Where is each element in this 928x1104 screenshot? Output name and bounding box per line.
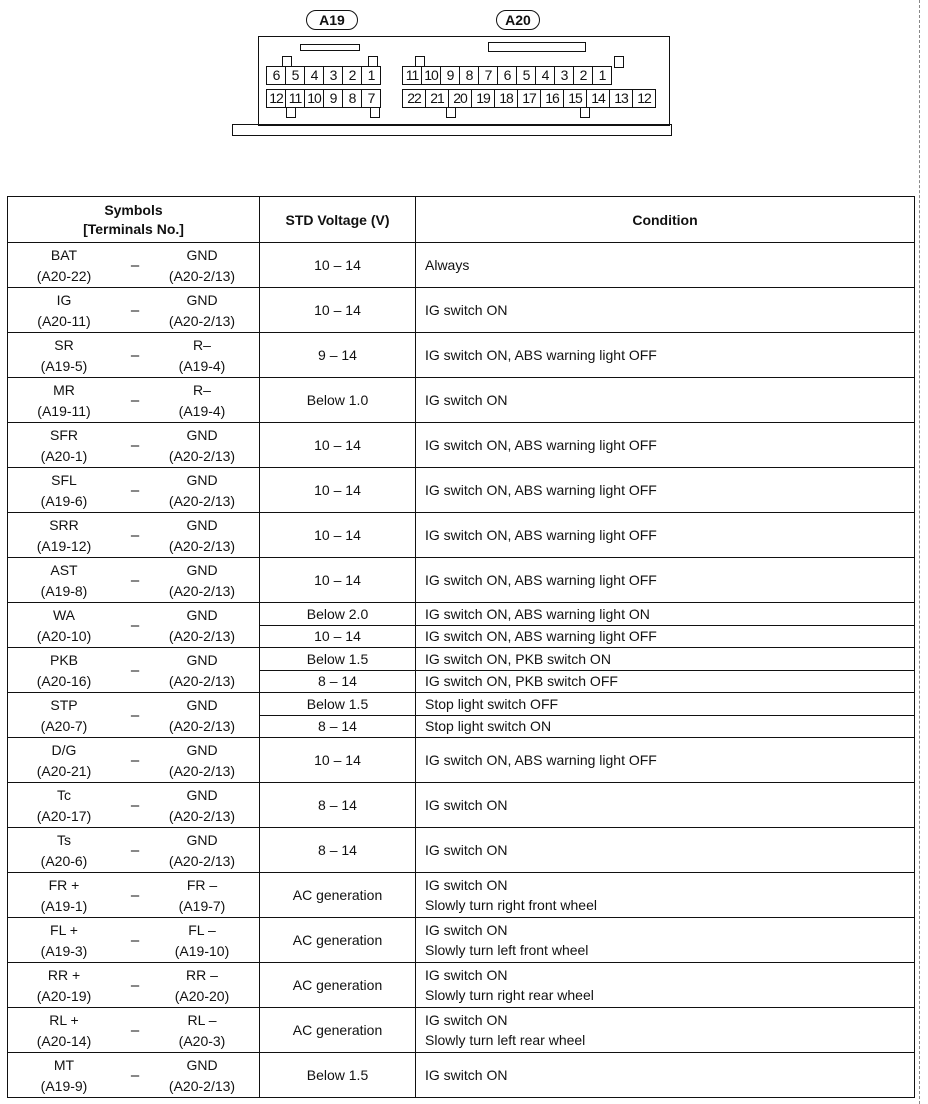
latch-a20-top [488, 42, 586, 52]
terminal-number: (A19-9) [40, 1077, 88, 1094]
symbol-pair [8, 559, 259, 601]
table-row [8, 558, 915, 603]
voltage-cell: Below 1.0 [260, 378, 416, 423]
a19-top-pins [266, 66, 380, 85]
pin: 2 [573, 66, 593, 85]
pin: 6 [266, 66, 286, 85]
condition-line: IG switch ON [425, 967, 508, 983]
dash-separator: – [130, 391, 140, 409]
condition-line: IG switch ON [425, 797, 508, 813]
terminal-number: (A19-4) [178, 357, 226, 374]
symbol-cell [8, 513, 260, 558]
condition-line: IG switch ON, ABS warning light OFF [425, 347, 657, 363]
terminal-number: (A20-3) [178, 1032, 226, 1049]
symbol-name: SFL [51, 471, 77, 488]
terminal-number: (A20-7) [40, 717, 88, 734]
pin: 11 [285, 89, 305, 108]
symbol-name: FR – [186, 876, 218, 893]
terminal-number: (A20-16) [36, 672, 92, 689]
symbol-cell [8, 603, 260, 648]
symbol-name: FR + [48, 876, 80, 893]
pin: 3 [323, 66, 343, 85]
pin: 19 [471, 89, 495, 108]
symbol-cell [8, 648, 260, 693]
table-row [8, 738, 915, 783]
table-row [8, 918, 915, 963]
pin: 1 [592, 66, 612, 85]
terminal-number: (A19-3) [40, 942, 88, 959]
symbol-name: SRR [49, 516, 79, 533]
symbol-cell [8, 1008, 260, 1053]
symbol-cell [8, 1053, 260, 1098]
symbol-pair [8, 424, 259, 466]
symbol-name: GND [186, 516, 218, 533]
symbol-name: PKB [49, 651, 78, 668]
condition-line: Slowly turn left rear wheel [425, 1032, 586, 1048]
pin: 12 [632, 89, 656, 108]
symbol-name: AST [50, 561, 78, 578]
pin: 7 [478, 66, 498, 85]
condition-line: IG switch ON, ABS warning light OFF [425, 527, 657, 543]
symbol-cell [8, 468, 260, 513]
symbol-cell [8, 873, 260, 918]
pin: 15 [563, 89, 587, 108]
condition-line: IG switch ON, ABS warning light OFF [425, 437, 657, 453]
condition-line: IG switch ON, ABS warning light OFF [425, 572, 657, 588]
symbol-name: D/G [51, 741, 77, 758]
symbol-pair [8, 784, 259, 826]
table-row [8, 648, 915, 671]
pin: 10 [304, 89, 324, 108]
symbol-pair [8, 604, 259, 646]
table-row [8, 873, 915, 918]
symbol-cell [8, 918, 260, 963]
dash-separator: – [130, 301, 140, 319]
terminal-number: (A19-8) [40, 582, 88, 599]
voltage-cell: Below 1.5 [260, 693, 416, 716]
symbol-name: Ts [57, 831, 71, 848]
pin: 8 [342, 89, 362, 108]
pin: 4 [535, 66, 555, 85]
table-row [8, 1053, 915, 1098]
voltage-cell: 10 – 14 [260, 288, 416, 333]
symbol-name: RL – [187, 1011, 217, 1028]
table-row [8, 513, 915, 558]
symbol-pair [8, 964, 259, 1006]
condition-cell: IG switch ON, ABS warning light ON [416, 603, 915, 626]
header-condition: Condition [416, 197, 915, 243]
voltage-cell: 10 – 14 [260, 513, 416, 558]
table-row [8, 288, 915, 333]
dash-separator: – [130, 481, 140, 499]
symbol-name: GND [186, 786, 218, 803]
terminal-number: (A20-6) [40, 852, 88, 869]
condition-line: IG switch ON [425, 922, 508, 938]
symbol-cell [8, 558, 260, 603]
dash-separator: – [130, 616, 140, 634]
latch-tab [614, 56, 624, 68]
voltage-spec-table [7, 196, 915, 1098]
condition-cell [416, 243, 915, 288]
connector-label-a20: A20 [496, 10, 540, 30]
condition-line: IG switch ON [425, 1067, 508, 1083]
voltage-cell: Below 1.5 [260, 1053, 416, 1098]
pin: 1 [361, 66, 381, 85]
dash-separator: – [130, 1066, 140, 1084]
table-row [8, 783, 915, 828]
pin: 6 [497, 66, 517, 85]
symbol-pair [8, 514, 259, 556]
dash-separator: – [130, 796, 140, 814]
symbol-pair [8, 874, 259, 916]
symbol-name: IG [56, 291, 72, 308]
symbol-pair [8, 919, 259, 961]
condition-line: IG switch ON [425, 842, 508, 858]
condition-cell: IG switch ON, PKB switch ON [416, 648, 915, 671]
condition-cell [416, 873, 915, 918]
pin: 16 [540, 89, 564, 108]
pin: 13 [609, 89, 633, 108]
condition-line: IG switch ON [425, 302, 508, 318]
a20-top-pins [402, 66, 611, 85]
symbol-name: GND [186, 831, 218, 848]
terminal-number: (A20-11) [37, 312, 91, 329]
symbol-cell [8, 378, 260, 423]
voltage-cell: 10 – 14 [260, 243, 416, 288]
symbol-name: GND [186, 606, 218, 623]
terminal-number: (A19-4) [178, 402, 226, 419]
symbol-name: Tc [57, 786, 71, 803]
terminal-number: (A20-2/13) [168, 312, 236, 329]
page-edge-marks [919, 0, 920, 1104]
table-row [8, 693, 915, 716]
voltage-cell: 8 – 14 [260, 715, 416, 738]
condition-cell [416, 738, 915, 783]
pin: 3 [554, 66, 574, 85]
condition-line: Slowly turn left front wheel [425, 942, 589, 958]
voltage-cell: AC generation [260, 873, 416, 918]
table-row [8, 378, 915, 423]
symbol-cell [8, 828, 260, 873]
header-symbols-line1: Symbols [104, 201, 163, 218]
voltage-cell: AC generation [260, 1008, 416, 1053]
symbol-name: GND [186, 741, 218, 758]
symbol-pair [8, 649, 259, 691]
pin: 5 [285, 66, 305, 85]
dash-separator: – [130, 256, 140, 274]
terminal-number: (A20-2/13) [168, 627, 236, 644]
pin: 18 [494, 89, 518, 108]
terminal-number: (A20-2/13) [168, 717, 236, 734]
condition-cell [416, 1053, 915, 1098]
voltage-cell: AC generation [260, 963, 416, 1008]
terminal-number: (A19-12) [36, 537, 92, 554]
symbol-cell [8, 738, 260, 783]
table-row [8, 828, 915, 873]
pin: 22 [402, 89, 426, 108]
terminal-number: (A19-6) [40, 492, 88, 509]
symbol-name: MT [53, 1056, 75, 1073]
symbol-pair [8, 1009, 259, 1051]
symbol-pair [8, 1054, 259, 1096]
dash-separator: – [130, 931, 140, 949]
voltage-cell: Below 2.0 [260, 603, 416, 626]
terminal-number: (A20-2/13) [168, 582, 236, 599]
dash-separator: – [130, 976, 140, 994]
table-row [8, 333, 915, 378]
voltage-cell: AC generation [260, 918, 416, 963]
symbol-name: STP [50, 696, 78, 713]
dash-separator: – [130, 436, 140, 454]
symbol-name: FL + [50, 921, 78, 938]
condition-line: IG switch ON [425, 392, 508, 408]
pin: 21 [425, 89, 449, 108]
terminal-number: (A20-21) [36, 762, 92, 779]
terminal-number: (A20-2/13) [168, 852, 236, 869]
dash-separator: – [130, 706, 140, 724]
symbol-name: GND [186, 561, 218, 578]
symbol-pair [8, 694, 259, 736]
condition-line: Slowly turn right front wheel [425, 897, 597, 913]
connector-label-a19: A19 [306, 10, 358, 30]
symbol-cell [8, 423, 260, 468]
voltage-cell: 9 – 14 [260, 333, 416, 378]
symbol-name: GND [186, 471, 218, 488]
symbol-name: RR – [186, 966, 218, 983]
condition-cell: IG switch ON, PKB switch OFF [416, 670, 915, 693]
voltage-cell: 10 – 14 [260, 738, 416, 783]
pin: 17 [517, 89, 541, 108]
terminal-number: (A20-2/13) [168, 1077, 236, 1094]
symbol-name: SR [54, 336, 74, 353]
symbol-cell [8, 783, 260, 828]
terminal-number: (A20-2/13) [168, 762, 236, 779]
pin: 14 [586, 89, 610, 108]
symbol-name: FL – [188, 921, 216, 938]
symbol-cell [8, 693, 260, 738]
symbol-name: GND [186, 651, 218, 668]
symbol-name: GND [186, 246, 218, 263]
condition-cell [416, 333, 915, 378]
dash-separator: – [130, 346, 140, 364]
voltage-cell: 10 – 14 [260, 468, 416, 513]
terminal-number: (A20-1) [40, 447, 88, 464]
table-body [8, 243, 915, 1098]
condition-cell [416, 963, 915, 1008]
condition-line: IG switch ON, ABS warning light OFF [425, 752, 657, 768]
terminal-number: (A20-2/13) [168, 447, 236, 464]
terminal-number: (A20-17) [36, 807, 92, 824]
condition-cell [416, 423, 915, 468]
symbol-pair [8, 334, 259, 376]
symbol-name: RR + [47, 966, 81, 983]
terminal-number: (A20-14) [36, 1032, 92, 1049]
symbol-cell [8, 333, 260, 378]
condition-line: IG switch ON, ABS warning light OFF [425, 482, 657, 498]
terminal-number: (A19-5) [40, 357, 88, 374]
symbol-pair [8, 739, 259, 781]
condition-cell [416, 468, 915, 513]
table-row [8, 423, 915, 468]
condition-line: Slowly turn right rear wheel [425, 987, 594, 1003]
symbol-pair [8, 379, 259, 421]
dash-separator: – [130, 661, 140, 679]
terminal-number: (A20-19) [36, 987, 92, 1004]
pin: 9 [323, 89, 343, 108]
symbol-name: R– [193, 381, 211, 398]
voltage-cell: 10 – 14 [260, 625, 416, 648]
symbol-name: GND [186, 1056, 218, 1073]
dash-separator: – [130, 526, 140, 544]
pin: 5 [516, 66, 536, 85]
pin: 8 [459, 66, 479, 85]
terminal-number: (A20-22) [36, 267, 92, 284]
terminal-number: (A19-1) [40, 897, 88, 914]
condition-cell: IG switch ON, ABS warning light OFF [416, 625, 915, 648]
table-row [8, 1008, 915, 1053]
symbol-name: BAT [50, 246, 78, 263]
voltage-cell: 8 – 14 [260, 670, 416, 693]
a19-bottom-pins [266, 89, 380, 108]
terminal-number: (A20-2/13) [168, 492, 236, 509]
condition-cell [416, 828, 915, 873]
table-header-row [8, 197, 915, 243]
terminal-number: (A20-2/13) [168, 267, 236, 284]
condition-cell [416, 1008, 915, 1053]
symbol-name: R– [193, 336, 211, 353]
condition-cell [416, 783, 915, 828]
voltage-cell: 8 – 14 [260, 828, 416, 873]
condition-cell [416, 918, 915, 963]
symbol-cell [8, 243, 260, 288]
terminal-number: (A19-7) [178, 897, 226, 914]
voltage-cell: 10 – 14 [260, 423, 416, 468]
header-voltage: STD Voltage (V) [260, 197, 416, 243]
voltage-cell: 10 – 14 [260, 558, 416, 603]
symbol-name: RL + [49, 1011, 79, 1028]
symbol-name: GND [186, 291, 218, 308]
voltage-cell: 8 – 14 [260, 783, 416, 828]
terminal-number: (A20-2/13) [168, 672, 236, 689]
condition-line: IG switch ON [425, 877, 508, 893]
condition-line: IG switch ON [425, 1012, 508, 1028]
pin: 12 [266, 89, 286, 108]
condition-cell [416, 558, 915, 603]
pin: 2 [342, 66, 362, 85]
terminal-number: (A19-11) [37, 402, 91, 419]
dash-separator: – [130, 751, 140, 769]
header-symbols [8, 197, 260, 243]
table-row [8, 243, 915, 288]
symbol-cell [8, 963, 260, 1008]
table-row [8, 603, 915, 626]
symbol-pair [8, 289, 259, 331]
pin: 20 [448, 89, 472, 108]
latch-a19-top [300, 44, 360, 51]
symbol-name: GND [186, 696, 218, 713]
voltage-cell: Below 1.5 [260, 648, 416, 671]
header-symbols-line2: [Terminals No.] [83, 220, 184, 237]
symbol-name: GND [186, 426, 218, 443]
pin: 11 [402, 66, 422, 85]
symbol-name: SFR [50, 426, 78, 443]
condition-cell [416, 288, 915, 333]
dash-separator: – [130, 1021, 140, 1039]
terminal-number: (A20-2/13) [168, 537, 236, 554]
symbol-cell [8, 288, 260, 333]
terminal-number: (A19-10) [174, 942, 230, 959]
dash-separator: – [130, 841, 140, 859]
pin: 4 [304, 66, 324, 85]
symbol-name: WA [52, 606, 76, 623]
pin: 9 [440, 66, 460, 85]
condition-line: Always [425, 257, 470, 273]
a20-bottom-pins [402, 89, 655, 108]
terminal-number: (A20-10) [36, 627, 92, 644]
table-row [8, 468, 915, 513]
dash-separator: – [130, 571, 140, 589]
symbol-name: MR [53, 381, 75, 398]
condition-cell [416, 378, 915, 423]
symbol-pair [8, 469, 259, 511]
terminal-number: (A20-20) [174, 987, 230, 1004]
connector-base [232, 124, 672, 136]
symbol-pair [8, 829, 259, 871]
pin: 7 [361, 89, 381, 108]
terminal-number: (A20-2/13) [168, 807, 236, 824]
condition-cell [416, 513, 915, 558]
condition-cell: Stop light switch OFF [416, 693, 915, 716]
table-row [8, 963, 915, 1008]
dash-separator: – [130, 886, 140, 904]
symbol-pair [8, 244, 259, 286]
condition-cell: Stop light switch ON [416, 715, 915, 738]
pin: 10 [421, 66, 441, 85]
